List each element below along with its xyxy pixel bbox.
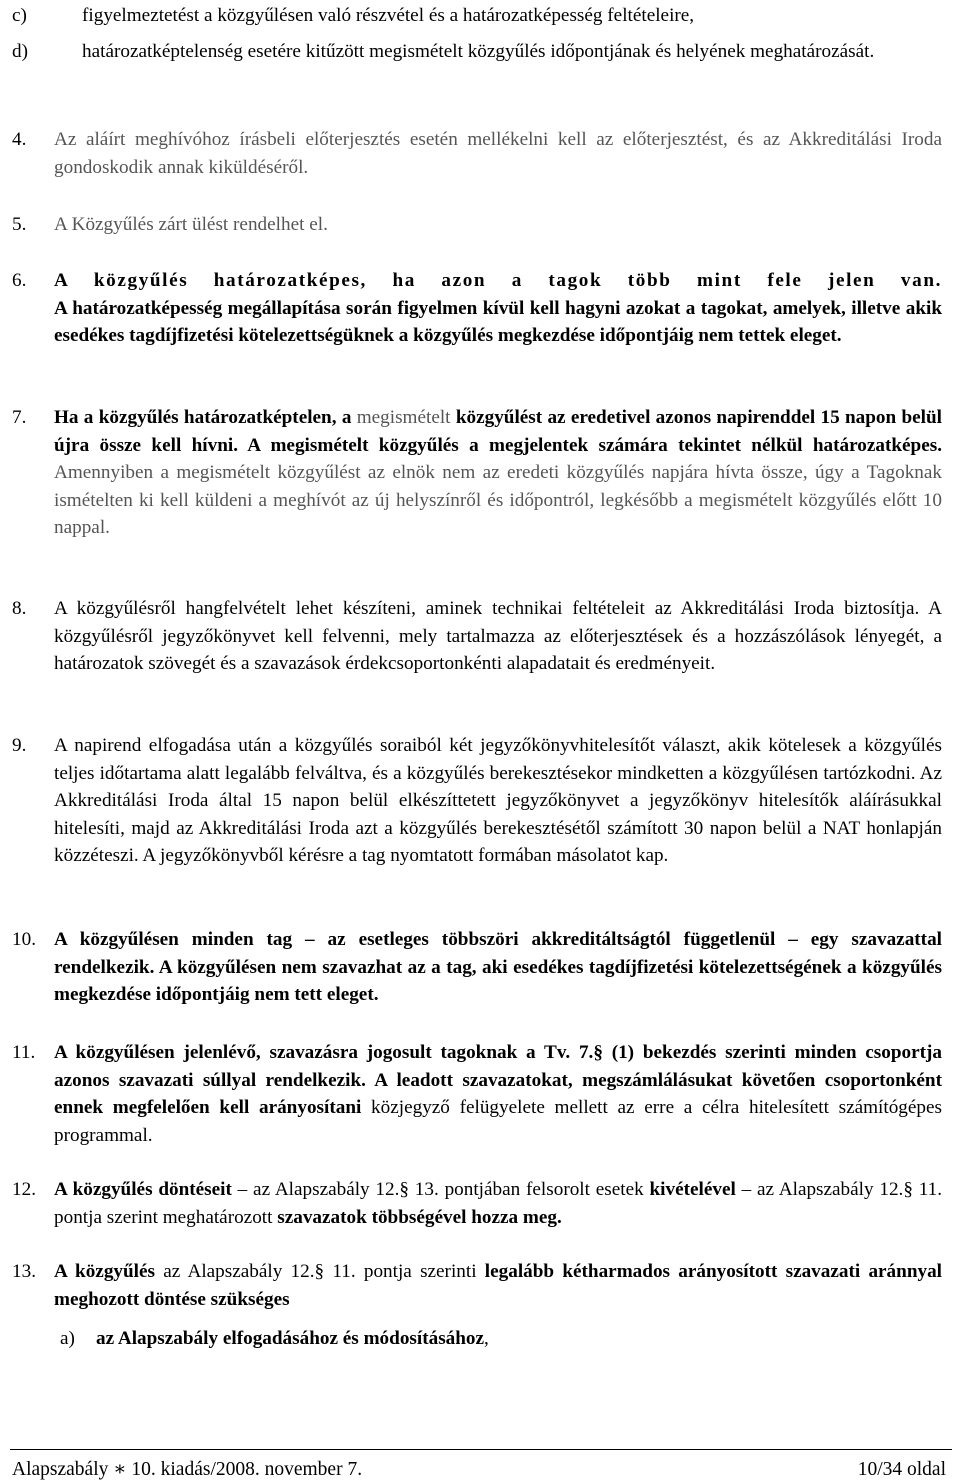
paragraph-text: A napirend elfogadása után a közgyűlés soraiból két jegyzőkönyvhitelesítőt választ, akik kötelesek a közgyűlés teljes időtartama alatt legalább felváltva, és a közgyűlés berekesztésekor mindketten a közgyűlésen tartózkodni. Az Akkreditálási Iroda által 15 napon belül elkészíttetett jegyzőkönyvet a jegyzőkönyv hitelesítők aláírásukkal hitelesíti, majd az Akkreditálási Iroda azt a közgyűlés berekesztésétől számított 30 napon belül a NAT honlapján közzéteszi. A jegyzőkönyvből kérésre a tag nyomtatott formában másolatot kap. — [54, 735, 942, 866]
paragraph-text-part: A közgyűlés — [54, 1261, 155, 1282]
paragraph-text-part: közgyűlést az eredetivel azonos napirenddel 15 napon belül újra össze kell hívni. A megismételt közgyűlés a megjelentek számára tekintet nélkül határozatképes. — [54, 407, 943, 456]
item-text-part: , — [484, 1328, 489, 1349]
paragraph-number: 8. — [12, 598, 27, 619]
paragraph-number: 11. — [12, 1042, 36, 1063]
paragraph-text-part: az Alapszabály 12.§ 11. pontja szerinti — [163, 1261, 477, 1282]
paragraph-text-part: – az Alapszabály 12.§ 13. pontjában felsorolt esetek — [237, 1179, 644, 1200]
paragraph-text-part: A határozatképesség megállapítása során figyelmen kívül kell hagyni azokat a tagokat, amelyek, illetve akik esedékes tagdíjfizetési kötelezettségüknek a közgyűlés megkezdése időpontjáig nem tettek eleget. — [54, 297, 942, 346]
item-text: határozatképtelenség esetére kitűzött megismételt közgyűlés időpontjának és helyének meghatározását. — [82, 41, 875, 62]
paragraph-number: 12. — [12, 1179, 36, 1200]
paragraph-text-part: Ha a közgyűlés határozatképtelen, a — [54, 407, 352, 428]
paragraph-number: 9. — [12, 735, 27, 756]
list-item-d — [12, 38, 942, 66]
paragraph-text-part: legalább kétharmados arányosított szavazati aránnyal meghozott döntése szükséges — [54, 1261, 943, 1310]
list-item-a — [60, 1325, 940, 1353]
paragraph-9 — [12, 732, 942, 870]
item-marker: a) — [60, 1328, 75, 1349]
paragraph-text — [54, 404, 942, 542]
paragraph-text: A Közgyűlés zárt ülést rendelhet el. — [54, 214, 328, 235]
paragraph-text-part: A közgyűlés határozatképes, ha azon a tagok több mint fele jelen van. — [54, 270, 942, 291]
paragraph-text-part: A közgyűlés döntéseit — [54, 1179, 232, 1200]
paragraph-text-part: A közgyűlésen jelenlévő, szavazásra jogosult tagoknak a Tv. 7.§ (1) bekezdés szerinti minden csoportja azonos szavazati súllyal rendelkezik. A leadott szavazatokat, megszámlálásukat követően csoportonként ennek megfelelően kell arányosítani — [54, 1042, 942, 1118]
paragraph-text-part: közjegyző felügyelete mellett az erre a célra hitelesített számítógépes programmal. — [54, 1097, 942, 1146]
paragraph-number: 6. — [12, 270, 27, 291]
paragraph-text: A közgyűlésről hangfelvételt lehet készíteni, aminek technikai feltételeit az Akkreditálási Iroda biztosítja. A közgyűlésről jegyzőkönyvet kell felvenni, mely tartalmazza az előterjesztések és a hozzászólások lényegét, a határozatok szövegét és a szavazások érdekcsoportonkénti alapadatait és eredményeit. — [54, 598, 942, 674]
paragraph-4 — [12, 126, 942, 181]
paragraph-11 — [12, 1039, 942, 1149]
paragraph-text: Az aláírt meghívóhoz írásbeli előterjesztés esetén mellékelni kell az előterjesztést, és az Akkreditálási Iroda gondoskodik annak kiküldéséről. — [54, 129, 942, 178]
paragraph-text — [54, 1176, 942, 1231]
item-marker: c) — [12, 5, 27, 26]
paragraph-number: 10. — [12, 929, 36, 950]
list-item-c — [12, 2, 942, 30]
item-text — [96, 1325, 940, 1353]
paragraph-number: 5. — [12, 214, 27, 235]
paragraph-text — [54, 1258, 942, 1313]
paragraph-6 — [12, 267, 942, 350]
paragraph-text — [54, 267, 942, 350]
paragraph-text: A közgyűlésen minden tag – az esetleges többszöri akkreditáltságtól függetlenül – egy szavazattal rendelkezik. A közgyűlésen nem szavazhat az a tag, aki esedékes tagdíjfizetési kötelezettségének a közgyűlés megkezdése időpontjáig nem tett eleget. — [54, 929, 942, 1005]
paragraph-13 — [12, 1258, 942, 1313]
paragraph-7 — [12, 404, 942, 542]
item-marker: d) — [12, 41, 28, 62]
paragraph-number: 4. — [12, 129, 27, 150]
paragraph-number: 13. — [12, 1261, 36, 1282]
paragraph-text-part: Amennyiben a megismételt közgyűlést az elnök nem az eredeti közgyűlés napjára hívta össze, úgy a Tagoknak ismételten ki kell küldeni a meghívót az új helyszínről és időpontról, legkésőbb a megismételt közgyűlés előtt 10 nappal. — [54, 462, 942, 538]
footer-left: Alapszabály ∗ 10. kiadás/2008. november 7. — [12, 1459, 363, 1480]
item-text: figyelmeztetést a közgyűlésen való részvétel és a határozatképesség feltételeire, — [82, 5, 695, 26]
paragraph-5 — [12, 211, 942, 239]
footer-page-number: 10/34 oldal — [857, 1459, 946, 1480]
paragraph-10 — [12, 926, 942, 1009]
paragraph-8 — [12, 595, 942, 678]
footer-divider — [10, 1449, 952, 1450]
paragraph-text-part: szavazatok többségével hozza meg. — [277, 1206, 562, 1228]
paragraph-text-part: kivételével — [649, 1179, 736, 1200]
paragraph-number: 7. — [12, 407, 27, 428]
paragraph-12 — [12, 1176, 942, 1231]
item-text-part: az Alapszabály elfogadásához és módosításához — [96, 1328, 485, 1349]
paragraph-text — [54, 1039, 942, 1149]
paragraph-text-part: – az Alapszabály 12.§ 11. pontja szerint meghatározott — [54, 1179, 943, 1228]
paragraph-text-part: megismételt — [356, 407, 451, 428]
